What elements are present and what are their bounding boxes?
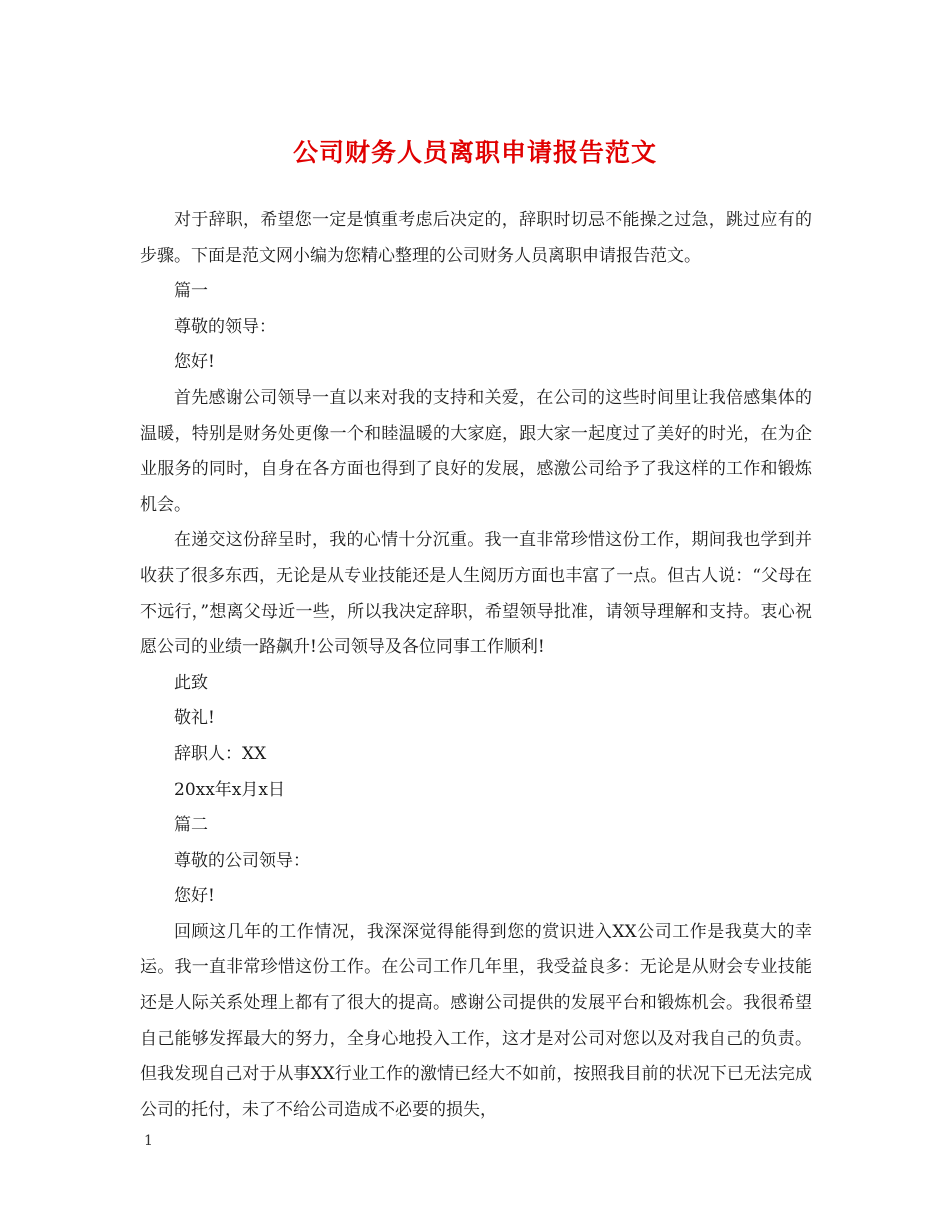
- section2-salutation: 尊敬的公司领导：: [174, 850, 310, 871]
- section1-date: 20xx年x月x日: [174, 779, 285, 800]
- section1-closing-2: 敬礼!: [174, 708, 215, 729]
- section2-greeting: 您好!: [174, 886, 215, 907]
- section1-salutation: 尊敬的领导：: [174, 316, 276, 337]
- section1-signer: 辞职人：XX: [174, 743, 267, 764]
- section1-greeting: 您好!: [174, 352, 215, 373]
- section1-heading: 篇一: [174, 281, 208, 302]
- page-number: 1: [144, 1133, 153, 1149]
- section2-paragraph-1: 回顾这几年的工作情况，我深深觉得能得到您的赏识进入XX公司工作是我莫大的幸运。我一直非常珍惜这份工作。在公司工作几年里，我受益良多：无论是从财会专业技能还是人际关系处理上都有了很大的提高。感谢公司提供的发展平台和锻炼机会。我很希望自己能够发挥最大的努力，全身心地投入工作，这才是对公司对您以及对我自己的负责。但我发现自己对于从事XX行业工作的激情已经大不如前，按照我目前的状况下已无法完成公司的托付，未了不给公司造成不必要的损失，: [140, 921, 812, 1120]
- document-body: [140, 203, 812, 1128]
- section1-closing-1: 此致: [174, 672, 208, 693]
- section1-paragraph-2: 在递交这份辞呈时，我的心情十分沉重。我一直非常珍惜这份工作，期间我也学到并收获了很多东西，无论是从专业技能还是人生阅历方面也丰富了一点。但古人说：“父母在不远行，”想离父母近一些，所以我决定辞职，希望领导批准，请领导理解和支持。衷心祝愿公司的业绩一路飙升!公司领导及各位同事工作顺利!: [140, 530, 812, 658]
- intro-paragraph: 对于辞职，希望您一定是慎重考虑后决定的，辞职时切忌不能操之过急，跳过应有的步骤。下面是范文网小编为您精心整理的公司财务人员离职申请报告范文。: [140, 210, 812, 266]
- section2-heading: 篇二: [174, 815, 208, 836]
- section1-paragraph-1: 首先感谢公司领导一直以来对我的支持和关爱，在公司的这些时间里让我倍感集体的温暖，特别是财务处更像一个和睦温暖的大家庭，跟大家一起度过了美好的时光，在为企业服务的同时，自身在各方面也得到了良好的发展，感激公司给予了我这样的工作和锻炼机会。: [140, 387, 812, 515]
- document-title: 公司财务人员离职申请报告范文: [292, 138, 657, 167]
